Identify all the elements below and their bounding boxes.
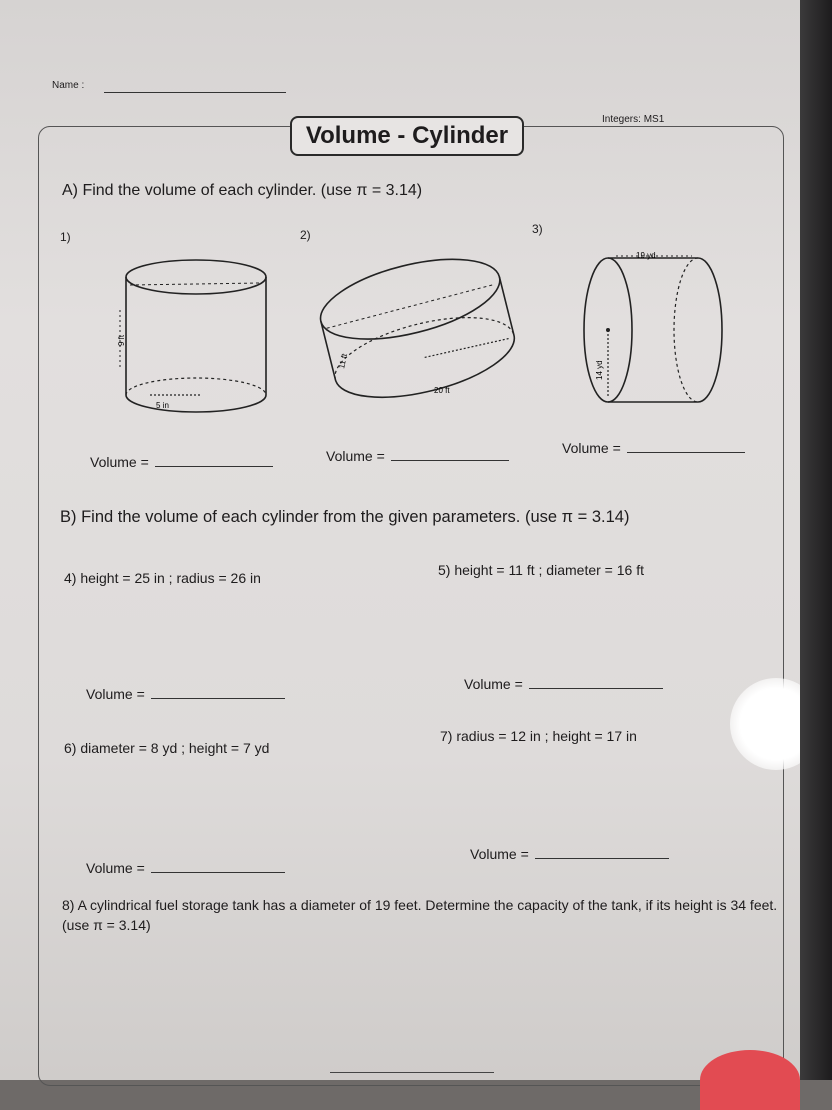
cylinder-1-radius-label: 5 in bbox=[156, 401, 169, 410]
cylinder-2-radius-label: 20 ft bbox=[434, 386, 450, 395]
volume-label: Volume = bbox=[470, 846, 529, 862]
answer-line[interactable] bbox=[155, 455, 273, 467]
answer-line[interactable] bbox=[151, 687, 285, 699]
answer-line[interactable] bbox=[529, 677, 663, 689]
cylinder-1-diagram bbox=[110, 250, 290, 420]
cylinder-2-top bbox=[318, 245, 508, 354]
volume-answer-2 bbox=[326, 448, 509, 464]
volume-label: Volume = bbox=[86, 686, 145, 702]
problem-7-text: 7) radius = 12 in ; height = 17 in bbox=[440, 728, 637, 744]
volume-answer-7 bbox=[470, 846, 669, 862]
worksheet-title: Volume - Cylinder bbox=[290, 116, 524, 156]
cylinder-3-back-edge bbox=[674, 258, 698, 402]
answer-line[interactable] bbox=[391, 449, 509, 461]
problem-8-text: 8) A cylindrical fuel storage tank has a diameter of 19 feet. Determine the capacity of the tank, if its height is 34 feet. (use π = 3.14) bbox=[62, 897, 778, 933]
volume-answer-5 bbox=[464, 676, 663, 692]
problem-6-text: 6) diameter = 8 yd ; height = 7 yd bbox=[64, 740, 270, 756]
cylinder-2-top-guide bbox=[326, 284, 495, 328]
volume-label: Volume = bbox=[90, 454, 149, 470]
cylinder-1-height-label: 9 ft bbox=[117, 334, 126, 346]
volume-answer-4 bbox=[86, 686, 285, 702]
problem-4-text: 4) height = 25 in ; radius = 26 in bbox=[64, 570, 261, 586]
problem-3-number: 3) bbox=[532, 222, 543, 236]
section-b-heading: B) Find the volume of each cylinder from the given parameters. (use π = 3.14) bbox=[60, 508, 630, 526]
cylinder-1-top bbox=[126, 260, 266, 294]
problem-5-text: 5) height = 11 ft ; diameter = 16 ft bbox=[438, 562, 644, 578]
red-object-corner bbox=[700, 1050, 800, 1110]
problem-1-number: 1) bbox=[60, 230, 71, 244]
name-answer-line bbox=[104, 92, 286, 93]
volume-answer-1 bbox=[90, 454, 273, 470]
volume-label: Volume = bbox=[464, 676, 523, 692]
volume-label: Volume = bbox=[562, 440, 621, 456]
answer-line[interactable] bbox=[151, 861, 285, 873]
cylinder-1-body bbox=[126, 277, 266, 412]
cylinder-2-height-label: 11 ft bbox=[337, 352, 350, 370]
section-a-heading: A) Find the volume of each cylinder. (use π = 3.14) bbox=[62, 182, 423, 199]
dark-background-edge bbox=[800, 0, 832, 1080]
cylinder-2-back-edge bbox=[327, 302, 514, 380]
cylinder-1-back-edge bbox=[126, 378, 266, 395]
problem-2-number: 2) bbox=[300, 228, 311, 242]
name-label: Name : bbox=[52, 80, 85, 91]
worksheet-tag: Integers: MS1 bbox=[602, 114, 665, 125]
cylinder-3-center-dot bbox=[606, 328, 610, 332]
answer-line[interactable] bbox=[627, 441, 745, 453]
volume-label: Volume = bbox=[86, 860, 145, 876]
cylinder-2-radius-line bbox=[425, 337, 509, 360]
problem-8-answer-line[interactable] bbox=[330, 1072, 494, 1073]
volume-answer-6 bbox=[86, 860, 285, 876]
answer-line[interactable] bbox=[535, 847, 669, 859]
volume-answer-3 bbox=[562, 440, 745, 456]
cylinder-3-radius-label: 14 yd bbox=[595, 360, 604, 380]
cylinder-2-diagram bbox=[318, 245, 528, 415]
volume-label: Volume = bbox=[326, 448, 385, 464]
cylinder-3-length-label: 19 yd bbox=[636, 251, 656, 260]
cylinder-1-top-guide bbox=[130, 283, 260, 285]
cylinder-3-diagram bbox=[580, 244, 740, 414]
